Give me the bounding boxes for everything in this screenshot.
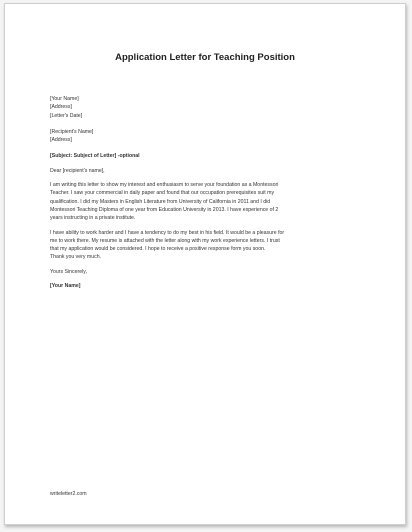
- letter-page: [4, 3, 406, 525]
- sender-block: [50, 95, 385, 120]
- paragraph-2-line: I have ability to work harder and I have a tendency to do my best in his field. It would be a pleasure for: [50, 229, 285, 236]
- letter-body: [50, 95, 385, 290]
- sender-address: [Address]: [50, 104, 72, 111]
- salutation: Dear [recipient's name],: [50, 167, 105, 174]
- paragraph-2-line: me to work there. My resume is attached with the letter along with my work experience letters. I trust: [50, 237, 280, 244]
- sender-name: [Your Name]: [50, 96, 79, 102]
- paragraph-1-line: Montessori Teaching Diploma of one year from Education University in 2013. I have experience of 2: [50, 206, 279, 213]
- paragraph-1-line: years instructing in a private institute.: [50, 215, 136, 222]
- recipient-block: [50, 128, 385, 145]
- letter-title: Application Letter for Teaching Position: [115, 52, 295, 63]
- paragraph-2: [50, 229, 385, 262]
- paragraph-1-line: Teacher. I saw your commercial in daily paper and found that our occupation prerequisites suit my: [50, 190, 275, 197]
- paragraph-1: [50, 181, 385, 222]
- subject-line: [Subject: Subject of Letter] -optional: [50, 153, 140, 160]
- paragraph-1-line: qualification. I did my Masters in English Literature from University of California in 2011 and I did: [50, 198, 271, 205]
- paragraph-2-line: that my application would be considered. I hope to receive a positive response form you soon.: [50, 246, 266, 253]
- recipient-name: [Recipient's Name]: [50, 128, 94, 135]
- paragraph-2-line: Thank you very much.: [50, 254, 102, 261]
- footer-site: writeletter2.com: [50, 491, 87, 497]
- paragraph-1-line: I am writing this letter to show my interest and enthusiasm to serve your foundation as a Montessori: [50, 182, 279, 189]
- recipient-address: [Address]: [50, 137, 72, 144]
- closing: Yours Sincerely,: [50, 268, 87, 275]
- signature: [Your Name]: [50, 283, 81, 290]
- letter-date: [Letter's Date]: [50, 112, 83, 119]
